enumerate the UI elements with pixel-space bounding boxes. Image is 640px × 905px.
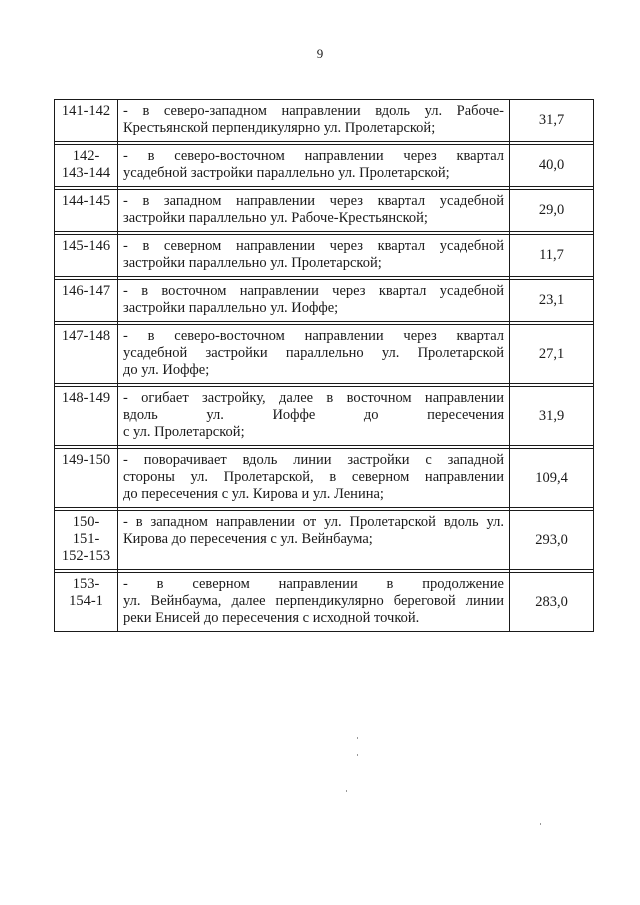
table-row (55, 449, 594, 508)
description-cell (118, 387, 510, 446)
segment-label: 152-153 (61, 548, 111, 564)
description-cell (118, 100, 510, 142)
segment-cell (55, 387, 118, 446)
description-line: с ул. Пролетарской; (123, 424, 245, 440)
description-line: - в северо-восточном направлении через квартал (123, 148, 504, 164)
segment-label: 145-146 (61, 238, 111, 254)
segment-label: 153- (72, 576, 100, 592)
length-cell: 293,0 (510, 511, 594, 570)
route-boundary-table (54, 99, 594, 632)
scan-speck (346, 790, 347, 792)
description-line: - поворачивает вдоль линии застройки с западной (123, 452, 504, 468)
description-cell (118, 190, 510, 232)
length-cell: 27,1 (510, 325, 594, 384)
length-cell: 109,4 (510, 449, 594, 508)
description-line: - в северо-западном направлении вдоль ул. Рабоче- (123, 103, 504, 119)
length-cell: 40,0 (510, 145, 594, 187)
segment-label: 149-150 (61, 452, 111, 468)
page-number: 9 (316, 46, 324, 61)
table-row (55, 511, 594, 570)
segment-label: 154-1 (69, 593, 103, 609)
description-line: стороны ул. Пролетарской, в северном направлении (123, 469, 504, 485)
description-cell (118, 449, 510, 508)
scan-speck (357, 754, 358, 756)
description-line: застройки параллельно ул. Пролетарской; (123, 255, 382, 271)
table-row (55, 190, 594, 232)
route-table-body (55, 100, 594, 632)
description-line: - в восточном направлении через квартал усадебной (123, 283, 504, 299)
scan-speck (540, 823, 541, 825)
table-row (55, 573, 594, 632)
length-cell: 23,1 (510, 280, 594, 322)
segment-label: 144-145 (61, 193, 111, 209)
description-cell (118, 573, 510, 632)
description-line: застройки параллельно ул. Рабоче-Крестьянской; (123, 210, 428, 226)
description-line: ул. Вейнбаума, далее перпендикулярно береговой линии (123, 593, 504, 609)
segment-cell (55, 511, 118, 570)
table-row (55, 280, 594, 322)
description-cell (118, 325, 510, 384)
description-line: - в северном направлении через квартал усадебной (123, 238, 504, 254)
segment-cell (55, 235, 118, 277)
description-line: усадебной застройки параллельно ул. Пролетарской; (123, 165, 450, 181)
length-cell: 11,7 (510, 235, 594, 277)
table-row (55, 100, 594, 142)
segment-label: 143-144 (61, 165, 111, 181)
description-line: до ул. Иоффе; (123, 362, 210, 378)
segment-cell (55, 325, 118, 384)
length-cell: 31,9 (510, 387, 594, 446)
table-row (55, 325, 594, 384)
description-line: усадебной застройки параллельно ул. Пролетарской (123, 345, 504, 361)
segment-label: 142- (72, 148, 100, 164)
description-line: вдоль ул. Иоффе до пересечения (123, 407, 504, 423)
description-cell (118, 235, 510, 277)
description-line: до пересечения с ул. Кирова и ул. Ленина; (123, 486, 384, 502)
description-line: - в северо-восточном направлении через квартал (123, 328, 504, 344)
segment-label: 146-147 (61, 283, 111, 299)
description-line: - в северном направлении в продолжение (123, 576, 504, 592)
description-cell (118, 511, 510, 570)
segment-label: 151- (72, 531, 100, 547)
table-row (55, 145, 594, 187)
description-line: - в западном направлении от ул. Пролетарской вдоль ул. (123, 514, 504, 530)
segment-label: 147-148 (61, 328, 111, 344)
segment-cell (55, 449, 118, 508)
segment-label: 148-149 (61, 390, 111, 406)
segment-cell (55, 573, 118, 632)
description-cell (118, 280, 510, 322)
table-row (55, 387, 594, 446)
segment-label: 141-142 (61, 103, 111, 119)
description-line: - в западном направлении через квартал усадебной (123, 193, 504, 209)
description-cell (118, 145, 510, 187)
description-line: - огибает застройку, далее в восточном направлении (123, 390, 504, 406)
segment-cell (55, 100, 118, 142)
length-cell: 31,7 (510, 100, 594, 142)
segment-label: 150- (72, 514, 100, 530)
scan-speck (357, 737, 358, 739)
length-cell: 29,0 (510, 190, 594, 232)
segment-cell (55, 280, 118, 322)
description-line: застройки параллельно ул. Иоффе; (123, 300, 339, 316)
length-cell: 283,0 (510, 573, 594, 632)
table-row (55, 235, 594, 277)
description-line: Крестьянской перпендикулярно ул. Пролетарской; (123, 120, 436, 136)
segment-cell (55, 190, 118, 232)
description-line: Кирова до пересечения с ул. Вейнбаума; (123, 531, 373, 547)
description-line: реки Енисей до пересечения с исходной точкой. (123, 610, 420, 626)
segment-cell (55, 145, 118, 187)
